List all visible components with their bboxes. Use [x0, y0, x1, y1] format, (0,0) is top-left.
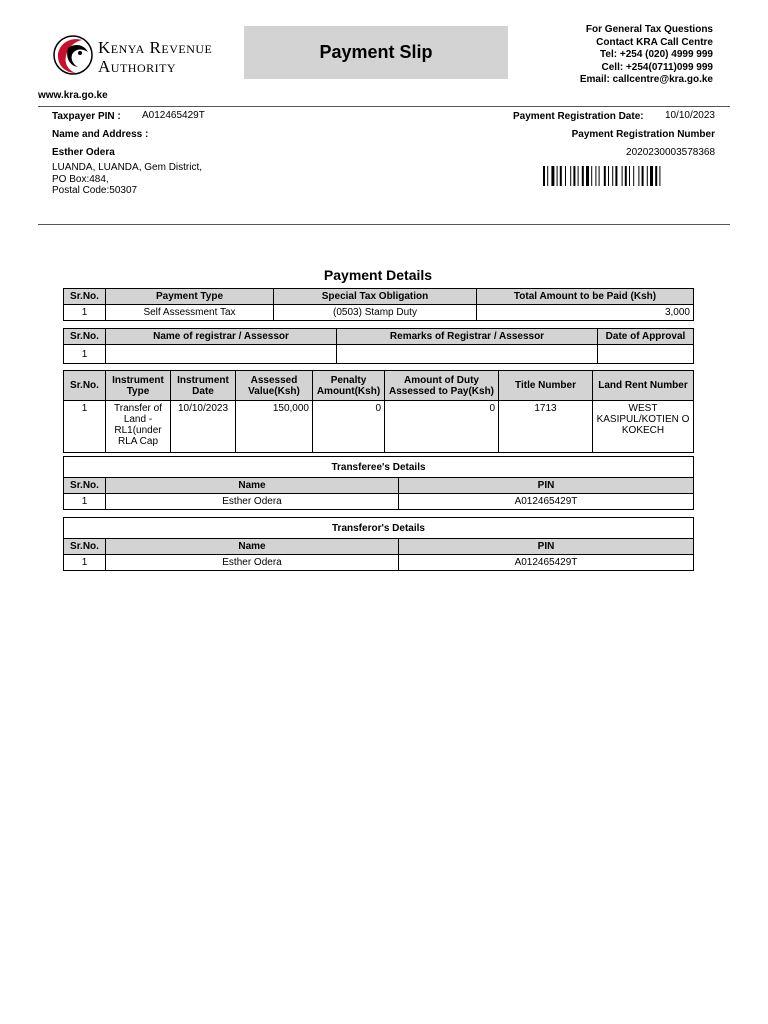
column-header: Special Tax Obligation — [274, 289, 477, 305]
kra-logo — [52, 34, 232, 76]
address-line: PO Box:484, — [52, 173, 109, 185]
column-header: PIN — [399, 478, 694, 494]
instrument-table — [63, 370, 694, 453]
table-row — [64, 555, 694, 571]
column-header: Assessed Value(Ksh) — [236, 371, 313, 401]
registrar-table — [63, 328, 694, 364]
column-header: Sr.No. — [64, 371, 106, 401]
column-header: Sr.No. — [64, 539, 106, 555]
cell: 1 — [64, 555, 106, 571]
cell: Transfer of Land - RL1(under RLA Cap — [106, 401, 171, 453]
lion-emblem-icon — [52, 34, 94, 76]
cell: Esther Odera — [106, 555, 399, 571]
contact-line: Cell: +254(0711)099 999 — [601, 61, 713, 73]
registration-number-label: Payment Registration Number — [571, 129, 715, 140]
cell — [337, 345, 598, 364]
cell: 10/10/2023 — [171, 401, 236, 453]
table-caption: Transferor's Details — [64, 518, 694, 539]
contact-line: Contact KRA Call Centre — [596, 36, 713, 48]
address-line: Postal Code:50307 — [52, 185, 138, 196]
cell: 0 — [313, 401, 385, 453]
divider — [38, 106, 730, 107]
transferor-table — [63, 517, 694, 571]
cell: A012465429T — [399, 494, 694, 510]
address-line: LUANDA, LUANDA, Gem District, — [52, 162, 203, 173]
registration-date-label: Payment Registration Date: — [513, 111, 644, 122]
contact-line: For General Tax Questions — [585, 24, 713, 35]
column-header: Instrument Date — [171, 371, 236, 401]
column-header: Name of registrar / Assessor — [106, 329, 337, 345]
contact-block — [580, 24, 713, 87]
logo-line-1: Kenya Revenue — [98, 38, 213, 57]
column-header: Amount of Duty Assessed to Pay(Ksh) — [385, 371, 499, 401]
divider — [38, 224, 730, 225]
barcode-icon — [543, 166, 703, 186]
taxpayer-name: Esther Odera — [52, 147, 115, 158]
cell: A012465429T — [399, 555, 694, 571]
name-address-label: Name and Address : — [52, 129, 149, 140]
cell: 1 — [64, 305, 106, 321]
column-header: Title Number — [499, 371, 593, 401]
cell: 150,000 — [236, 401, 313, 453]
website-link[interactable]: www.kra.go.ke — [38, 90, 108, 101]
column-header: Sr.No. — [64, 478, 106, 494]
column-header: Remarks of Registrar / Assessor — [337, 329, 598, 345]
column-header: Penalty Amount(Ksh) — [313, 371, 385, 401]
cell: 1713 — [499, 401, 593, 453]
column-header: PIN — [399, 539, 694, 555]
logo-line-2: Authority — [98, 57, 177, 76]
payment-details-heading: Payment Details — [323, 267, 433, 283]
table-row — [64, 401, 694, 453]
contact-line: Email: callcentre@kra.go.ke — [579, 74, 713, 85]
cell: Self Assessment Tax — [106, 305, 274, 321]
taxpayer-address — [52, 162, 202, 197]
registration-number: 2020230003578368 — [626, 147, 715, 158]
pin-value: A012465429T — [142, 110, 205, 121]
page-title: Payment Slip — [244, 26, 508, 79]
contact-line: Tel: +254 (020) 4999 999 — [600, 49, 713, 60]
cell — [106, 345, 337, 364]
cell: 1 — [64, 345, 106, 364]
cell: Esther Odera — [106, 494, 399, 510]
cell: 3,000 — [477, 305, 694, 321]
column-header: Land Rent Number — [593, 371, 694, 401]
column-header: Sr.No. — [64, 289, 106, 305]
registration-date: 10/10/2023 — [664, 110, 715, 121]
cell: (0503) Stamp Duty — [274, 305, 477, 321]
transferee-table — [63, 456, 694, 510]
table-row — [64, 345, 694, 364]
table-row — [64, 494, 694, 510]
column-header: Total Amount to be Paid (Ksh) — [477, 289, 694, 305]
column-header: Sr.No. — [64, 329, 106, 345]
table-row — [64, 305, 694, 321]
pin-label: Taxpayer PIN : — [52, 111, 121, 122]
cell: WEST KASIPUL/KOTIEN O KOKECH — [593, 401, 694, 453]
cell — [598, 345, 694, 364]
cell: 1 — [64, 401, 106, 453]
table-caption: Transferee's Details — [64, 457, 694, 478]
cell: 1 — [64, 494, 106, 510]
column-header: Name — [106, 478, 399, 494]
payment-details-table — [63, 288, 694, 321]
column-header: Payment Type — [106, 289, 274, 305]
cell: 0 — [385, 401, 499, 453]
column-header: Name — [106, 539, 399, 555]
column-header: Date of Approval — [598, 329, 694, 345]
column-header: Instrument Type — [106, 371, 171, 401]
